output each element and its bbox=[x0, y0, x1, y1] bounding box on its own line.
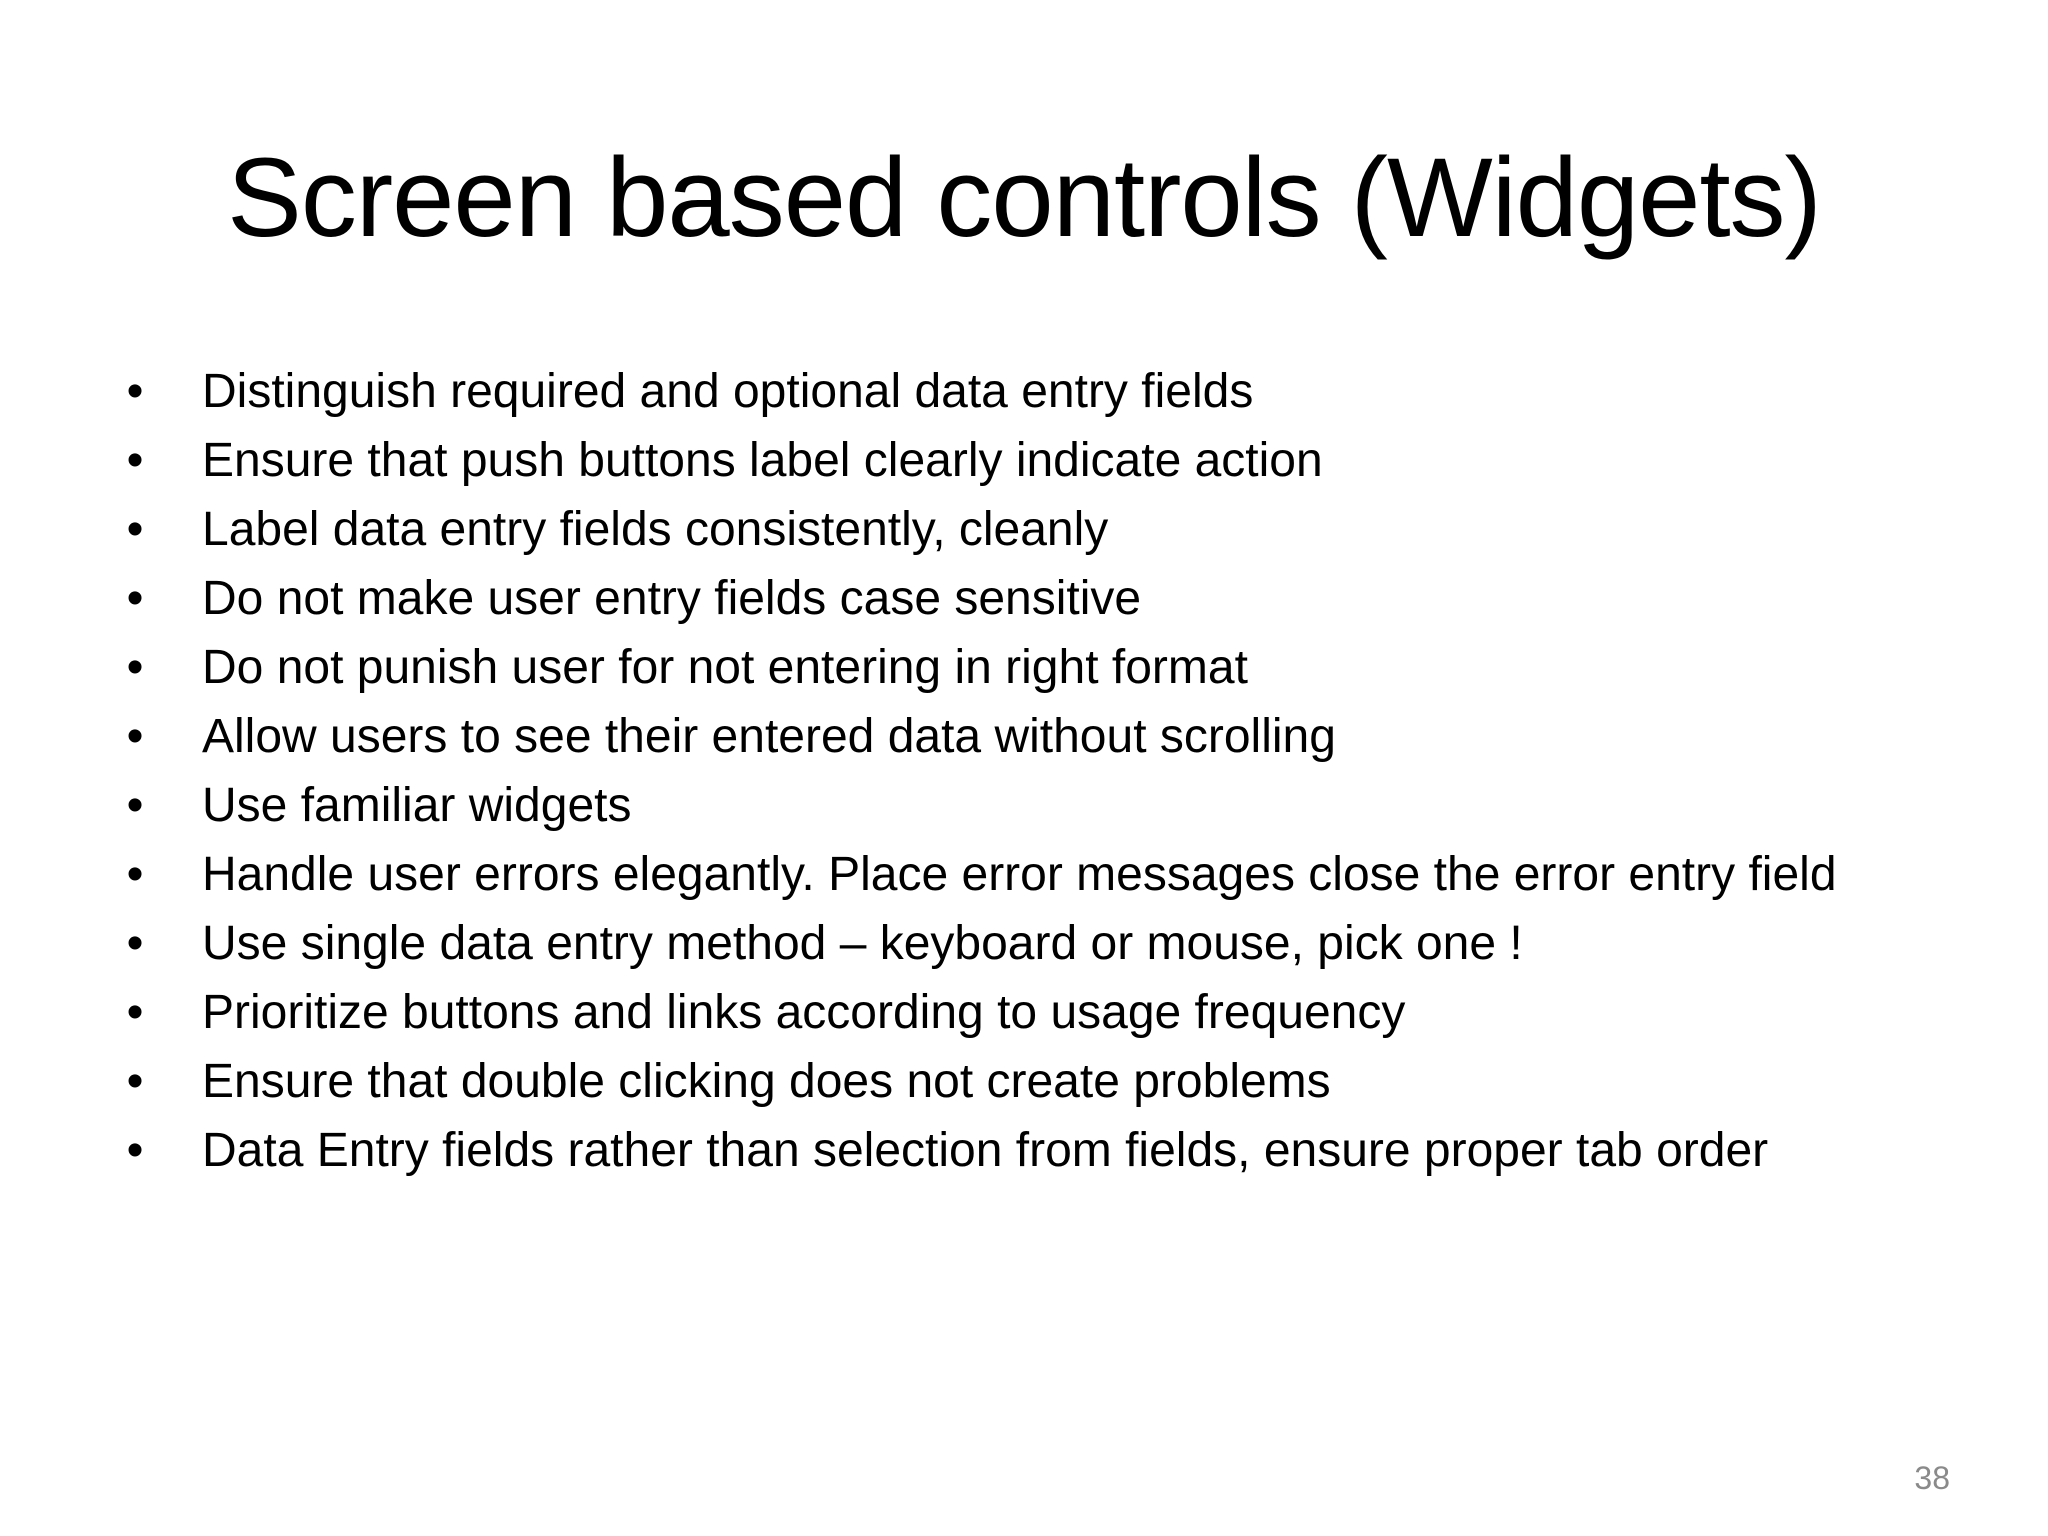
bullet-text: Ensure that double clicking does not create problems bbox=[202, 1055, 1331, 1108]
bullet-icon: • bbox=[126, 1055, 144, 1108]
bullet-text: Distinguish required and optional data entry fields bbox=[202, 365, 1254, 418]
bullet-icon: • bbox=[126, 365, 144, 418]
bullet-item bbox=[120, 573, 1970, 625]
bullet-item bbox=[120, 918, 1970, 970]
bullet-icon: • bbox=[126, 779, 144, 832]
bullet-icon: • bbox=[126, 434, 144, 487]
bullet-icon: • bbox=[126, 572, 144, 625]
bullet-icon: • bbox=[126, 641, 144, 694]
bullet-item bbox=[120, 435, 1970, 487]
bullet-icon: • bbox=[126, 503, 144, 556]
bullet-icon: • bbox=[126, 1124, 144, 1177]
page-number: 38 bbox=[1914, 1460, 1950, 1496]
bullet-text: Prioritize buttons and links according to usage frequency bbox=[202, 986, 1406, 1039]
bullet-item bbox=[120, 504, 1970, 556]
bullet-item bbox=[120, 1125, 1970, 1177]
bullet-icon: • bbox=[126, 848, 144, 901]
bullet-text: Use familiar widgets bbox=[202, 779, 632, 832]
bullet-icon: • bbox=[126, 710, 144, 763]
bullet-item bbox=[120, 711, 1970, 763]
bullet-text: Label data entry fields consistently, cleanly bbox=[202, 503, 1109, 556]
bullet-text: Allow users to see their entered data without scrolling bbox=[202, 710, 1336, 763]
bullet-item bbox=[120, 987, 1970, 1039]
bullet-item bbox=[120, 849, 1970, 901]
bullet-list bbox=[120, 366, 1970, 1194]
bullet-text: Data Entry fields rather than selection from fields, ensure proper tab order bbox=[202, 1124, 1769, 1177]
bullet-item bbox=[120, 366, 1970, 418]
bullet-icon: • bbox=[126, 986, 144, 1039]
bullet-item bbox=[120, 780, 1970, 832]
bullet-text: Use single data entry method – keyboard or mouse, pick one ! bbox=[202, 917, 1523, 970]
bullet-item bbox=[120, 642, 1970, 694]
bullet-text: Do not make user entry fields case sensitive bbox=[202, 572, 1142, 625]
slide-title: Screen based controls (Widgets) bbox=[227, 135, 1821, 260]
bullet-icon: • bbox=[126, 917, 144, 970]
bullet-text: Ensure that push buttons label clearly indicate action bbox=[202, 434, 1323, 487]
bullet-item bbox=[120, 1056, 1970, 1108]
bullet-text: Handle user errors elegantly. Place error messages close the error entry field bbox=[202, 848, 1837, 901]
bullet-text: Do not punish user for not entering in right format bbox=[202, 641, 1248, 694]
